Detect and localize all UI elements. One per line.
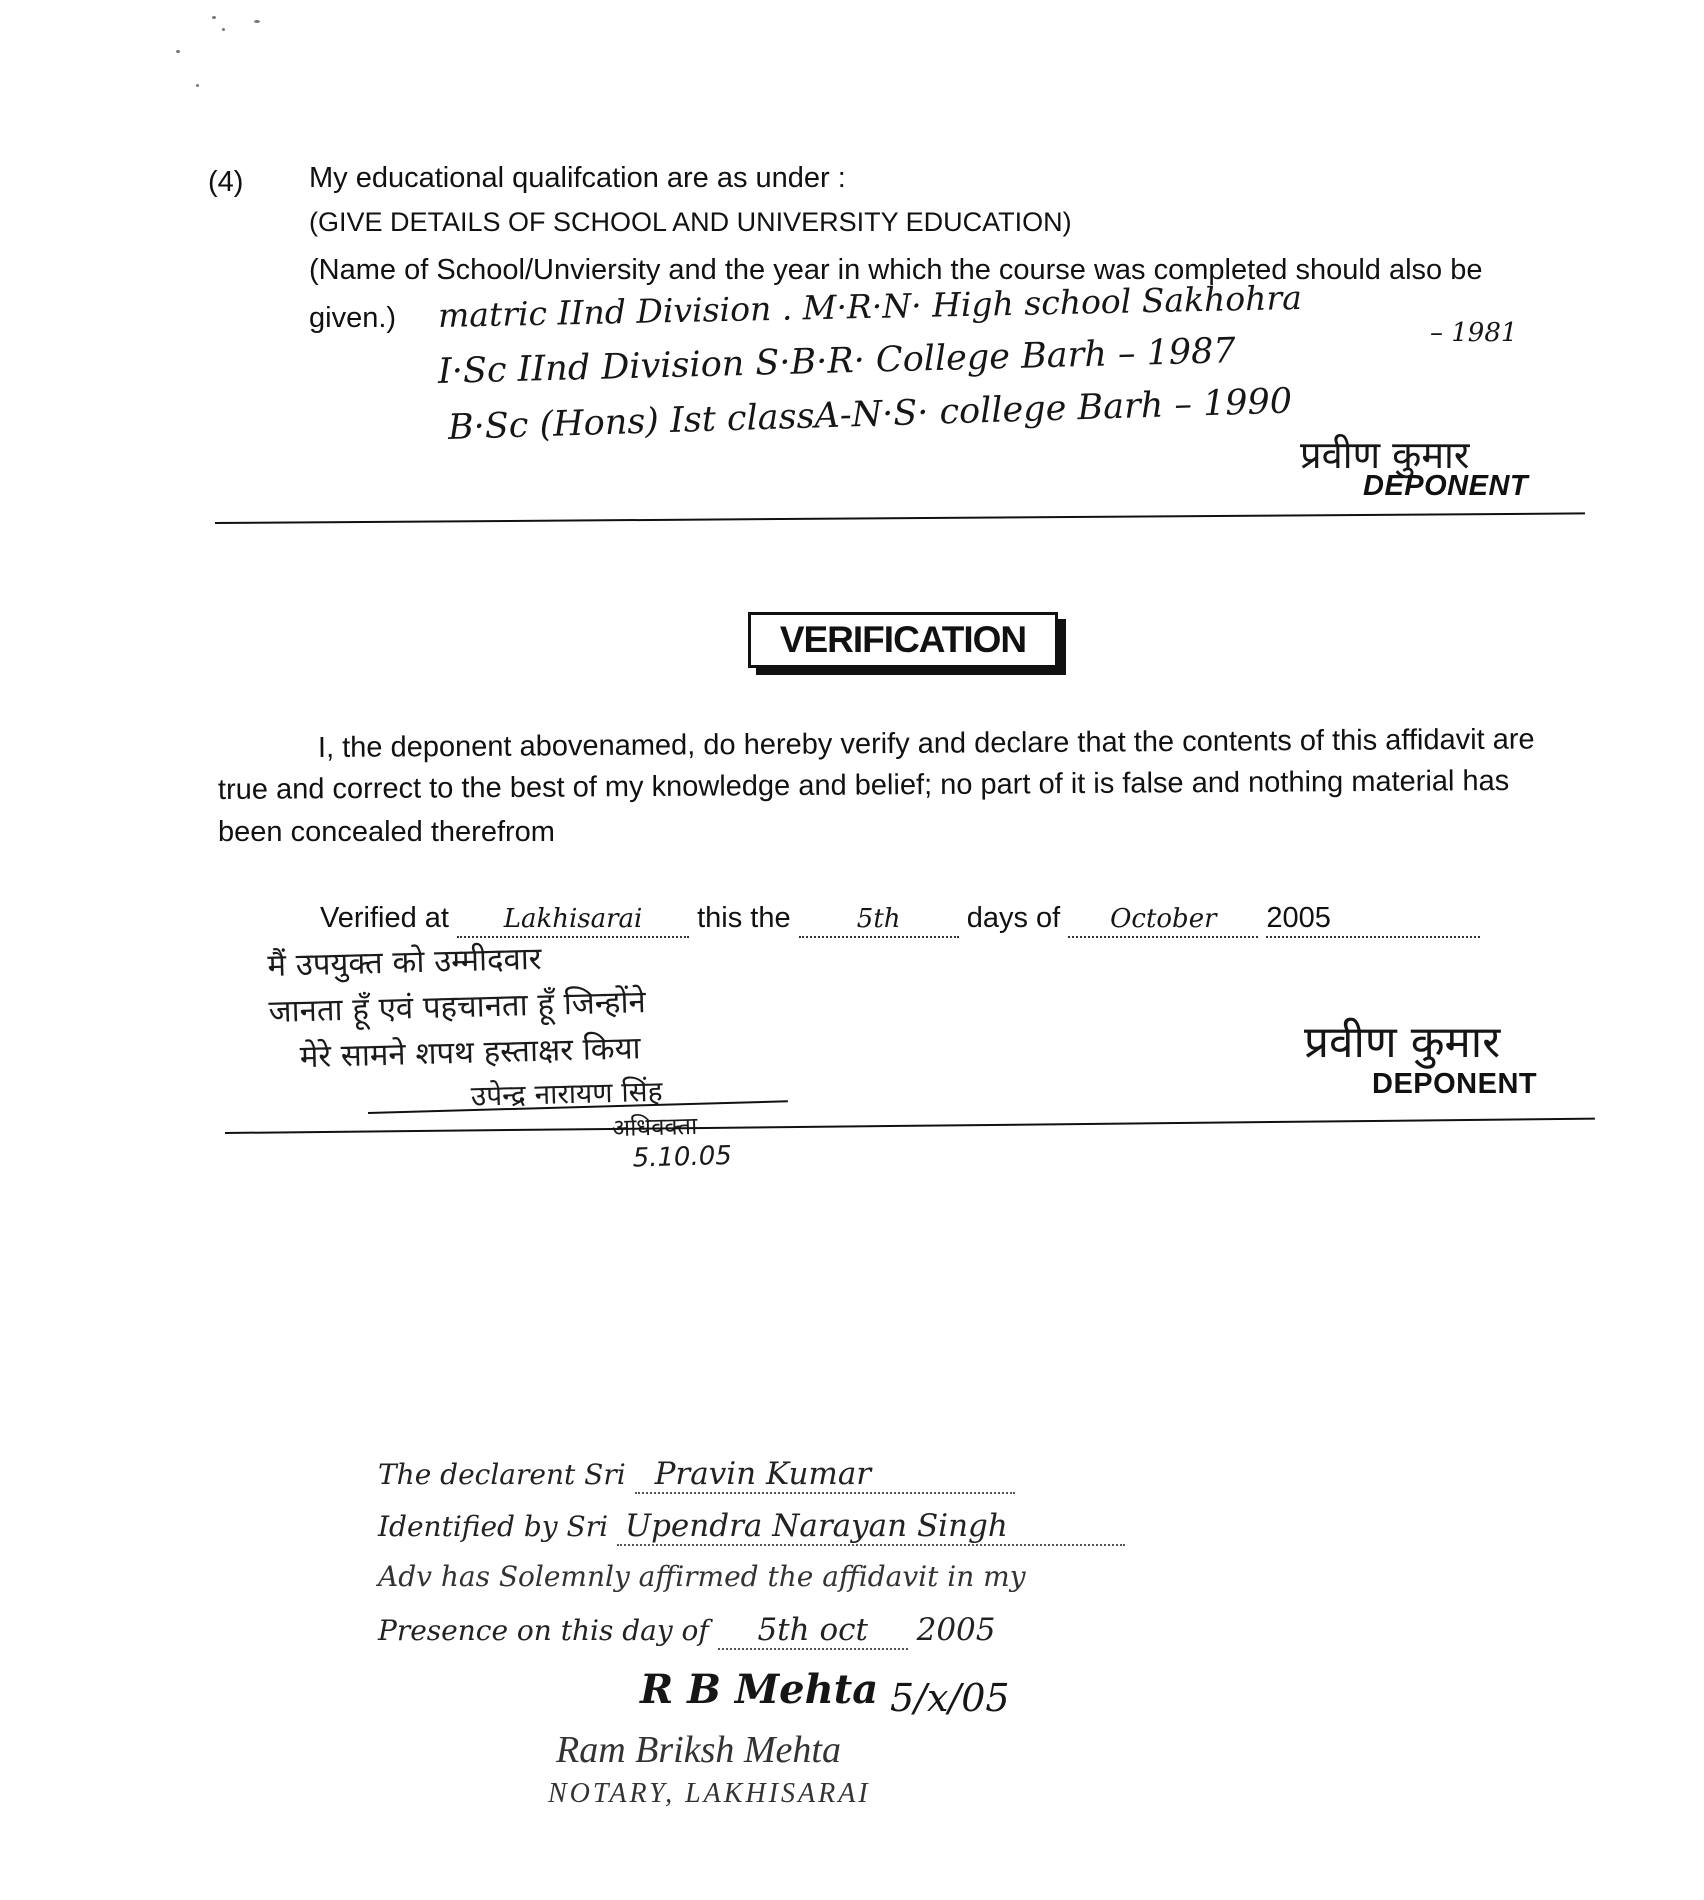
notary-line-3: Adv has Solemnly affirmed the affidavit in my: [378, 1560, 1026, 1593]
hindi-note-line: जानता हूँ एवं पहचानता हूँ जिन्होंने: [268, 984, 647, 1031]
days-of-label: days of: [966, 902, 1061, 934]
deponent-signature-1: प्रवीण कुमार: [1300, 433, 1470, 477]
hindi-note-line: अधिवक्ता: [611, 1111, 698, 1143]
verification-para-2: true and correct to the best of my knowledge and belief; no part of it is false and nothing material has: [217, 764, 1510, 806]
day-field: [799, 900, 959, 938]
scan-speck: [176, 50, 180, 53]
notary-date: 5th oct: [757, 1612, 868, 1648]
notary-sign-date: 5/x/05: [890, 1676, 1010, 1720]
notary-line-4: [378, 1612, 996, 1650]
month-field: [1068, 900, 1258, 938]
this-the-label: this the: [697, 902, 791, 934]
declarent-name-field: [635, 1456, 1015, 1494]
qualification-note: (Name of School/Unviersity and the year in which the course was completed should also be: [309, 254, 1483, 286]
deponent-signature-2: प्रवीण कुमार: [1304, 1017, 1501, 1068]
qualification-note-end: given.): [309, 302, 397, 334]
qualification-instruction: (GIVE DETAILS OF SCHOOL AND UNIVERSITY EDUCATION): [309, 207, 1072, 237]
scan-speck: [254, 20, 260, 23]
notary-year: 2005: [916, 1612, 996, 1648]
verification-para-1: I, the deponent abovenamed, do hereby verify and declare that the contents of this affidavit are: [317, 723, 1535, 764]
year-value: 2005: [1266, 902, 1331, 934]
notary-line-2: [378, 1508, 1125, 1546]
hindi-note-line: मैं उपयुक्त को उम्मीदवार: [266, 940, 542, 985]
hindi-note-line: 5.10.05: [632, 1140, 733, 1174]
notary-line-1: [378, 1456, 1015, 1494]
month-value: October: [1110, 904, 1217, 934]
notary-seal-name: Ram Briksh Mehta: [556, 1729, 841, 1771]
qualification-heading: My educational qualifcation are as under :: [309, 162, 846, 194]
handwritten-matric: matric IInd Division . M·R·N· High school Sakhohra: [437, 277, 1303, 335]
notary-presence-label: Presence on this day of: [378, 1614, 709, 1647]
identifier-name: Upendra Narayan Singh: [624, 1508, 1008, 1544]
day-value: 5th: [856, 904, 901, 934]
hindi-note-line: मेरे सामने शपथ हस्ताक्षर किया: [299, 1030, 642, 1076]
verification-para-3: been concealed therefrom: [218, 816, 555, 848]
verified-at-label: Verified at: [320, 902, 449, 934]
notary-declarent-label: The declarent Sri: [378, 1458, 626, 1491]
deponent-label-2: DEPONENT: [1372, 1068, 1538, 1100]
scan-speck: [212, 16, 216, 19]
hindi-attestation-note: [267, 932, 732, 1183]
hindi-note-line: उपेन्द्र नारायण सिंह: [470, 1074, 663, 1113]
verification-heading: VERIFICATION: [748, 612, 1058, 668]
handwritten-isc: I·Sc IInd Division S·B·R· College Barh – 1987: [437, 331, 1237, 392]
deponent-label-1: DEPONENT: [1363, 470, 1529, 502]
scan-speck: [196, 84, 199, 87]
notary-identified-label: Identified by Sri: [378, 1510, 609, 1543]
identifier-name-field: [617, 1508, 1125, 1546]
verified-at-value: Lakhisarai: [503, 904, 643, 934]
notary-signature: R B Mehta: [640, 1666, 879, 1713]
handwritten-bsc: B·Sc (Hons) Ist classA-N·S· college Barh – 1990: [447, 381, 1293, 448]
section-number: (4): [208, 166, 244, 198]
separator-rule: [215, 512, 1585, 524]
declarent-name: Pravin Kumar: [654, 1456, 872, 1492]
notary-date-field: [718, 1612, 908, 1650]
notary-seal-title: NOTARY, LAKHISARAI: [548, 1778, 871, 1809]
year-field: [1266, 900, 1480, 938]
handwritten-matric-year: – 1981: [1430, 318, 1518, 348]
verified-at-line: [320, 900, 1480, 938]
scan-speck: [222, 28, 225, 31]
verified-at-field: [457, 900, 689, 938]
